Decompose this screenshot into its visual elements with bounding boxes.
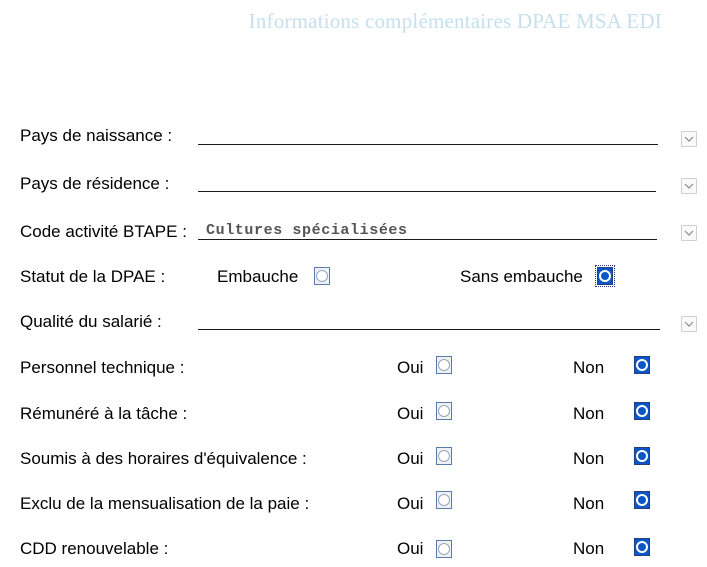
code-activite-label: Code activité BTAPE : bbox=[20, 222, 187, 241]
qualite-salarie-dropdown[interactable] bbox=[681, 316, 697, 332]
horaires-equivalence-oui-radio[interactable] bbox=[436, 447, 452, 465]
remunere-tache-oui-label: Oui bbox=[397, 404, 424, 423]
personnel-technique-oui-label: Oui bbox=[397, 358, 424, 377]
chevron-down-icon bbox=[684, 182, 694, 190]
statut-embauche-radio[interactable] bbox=[314, 267, 330, 285]
cdd-renouvelable-oui-label: Oui bbox=[397, 539, 424, 558]
pays-naissance-label: Pays de naissance : bbox=[20, 126, 173, 145]
statut-sans-embauche-label: Sans embauche bbox=[460, 267, 583, 286]
horaires-equivalence-non-label: Non bbox=[573, 449, 605, 468]
qualite-salarie-field[interactable] bbox=[198, 329, 660, 330]
remunere-tache-non-radio[interactable] bbox=[634, 402, 650, 420]
code-activite-dropdown[interactable] bbox=[681, 225, 697, 241]
chevron-down-icon bbox=[684, 229, 694, 237]
mensualisation-non-label: Non bbox=[573, 494, 605, 513]
remunere-tache-label: Rémunéré à la tâche : bbox=[20, 404, 188, 423]
cdd-renouvelable-non-label: Non bbox=[573, 539, 605, 558]
personnel-technique-non-radio[interactable] bbox=[634, 356, 650, 374]
personnel-technique-oui-radio[interactable] bbox=[436, 356, 452, 374]
statut-sans-embauche-radio[interactable] bbox=[597, 267, 613, 285]
mensualisation-label: Exclu de la mensualisation de la paie : bbox=[20, 494, 310, 513]
remunere-tache-oui-radio[interactable] bbox=[436, 402, 452, 420]
code-activite-field[interactable] bbox=[198, 239, 657, 240]
chevron-down-icon bbox=[684, 320, 694, 328]
pays-naissance-dropdown[interactable] bbox=[681, 131, 697, 147]
mensualisation-oui-label: Oui bbox=[397, 494, 424, 513]
chevron-down-icon bbox=[684, 135, 694, 143]
mensualisation-oui-radio[interactable] bbox=[436, 491, 452, 509]
remunere-tache-non-label: Non bbox=[573, 404, 605, 423]
code-activite-value[interactable]: Cultures spécialisées bbox=[206, 222, 408, 239]
statut-dpae-label: Statut de la DPAE : bbox=[20, 267, 166, 286]
statut-embauche-label: Embauche bbox=[217, 267, 299, 286]
qualite-salarie-label: Qualité du salarié : bbox=[20, 312, 162, 331]
personnel-technique-non-label: Non bbox=[573, 358, 605, 377]
pays-naissance-field[interactable] bbox=[198, 144, 658, 145]
cdd-renouvelable-oui-radio[interactable] bbox=[436, 540, 452, 558]
horaires-equivalence-label: Soumis à des horaires d'équivalence : bbox=[20, 449, 307, 468]
pays-residence-field[interactable] bbox=[198, 191, 656, 192]
cdd-renouvelable-non-radio[interactable] bbox=[634, 538, 650, 556]
horaires-equivalence-oui-label: Oui bbox=[397, 449, 424, 468]
pays-residence-label: Pays de résidence : bbox=[20, 174, 170, 193]
mensualisation-non-radio[interactable] bbox=[634, 491, 650, 509]
form-title: Informations complémentaires DPAE MSA EDI bbox=[248, 9, 662, 33]
cdd-renouvelable-label: CDD renouvelable : bbox=[20, 539, 169, 558]
pays-residence-dropdown[interactable] bbox=[681, 178, 697, 194]
personnel-technique-label: Personnel technique : bbox=[20, 358, 185, 377]
horaires-equivalence-non-radio[interactable] bbox=[634, 447, 650, 465]
